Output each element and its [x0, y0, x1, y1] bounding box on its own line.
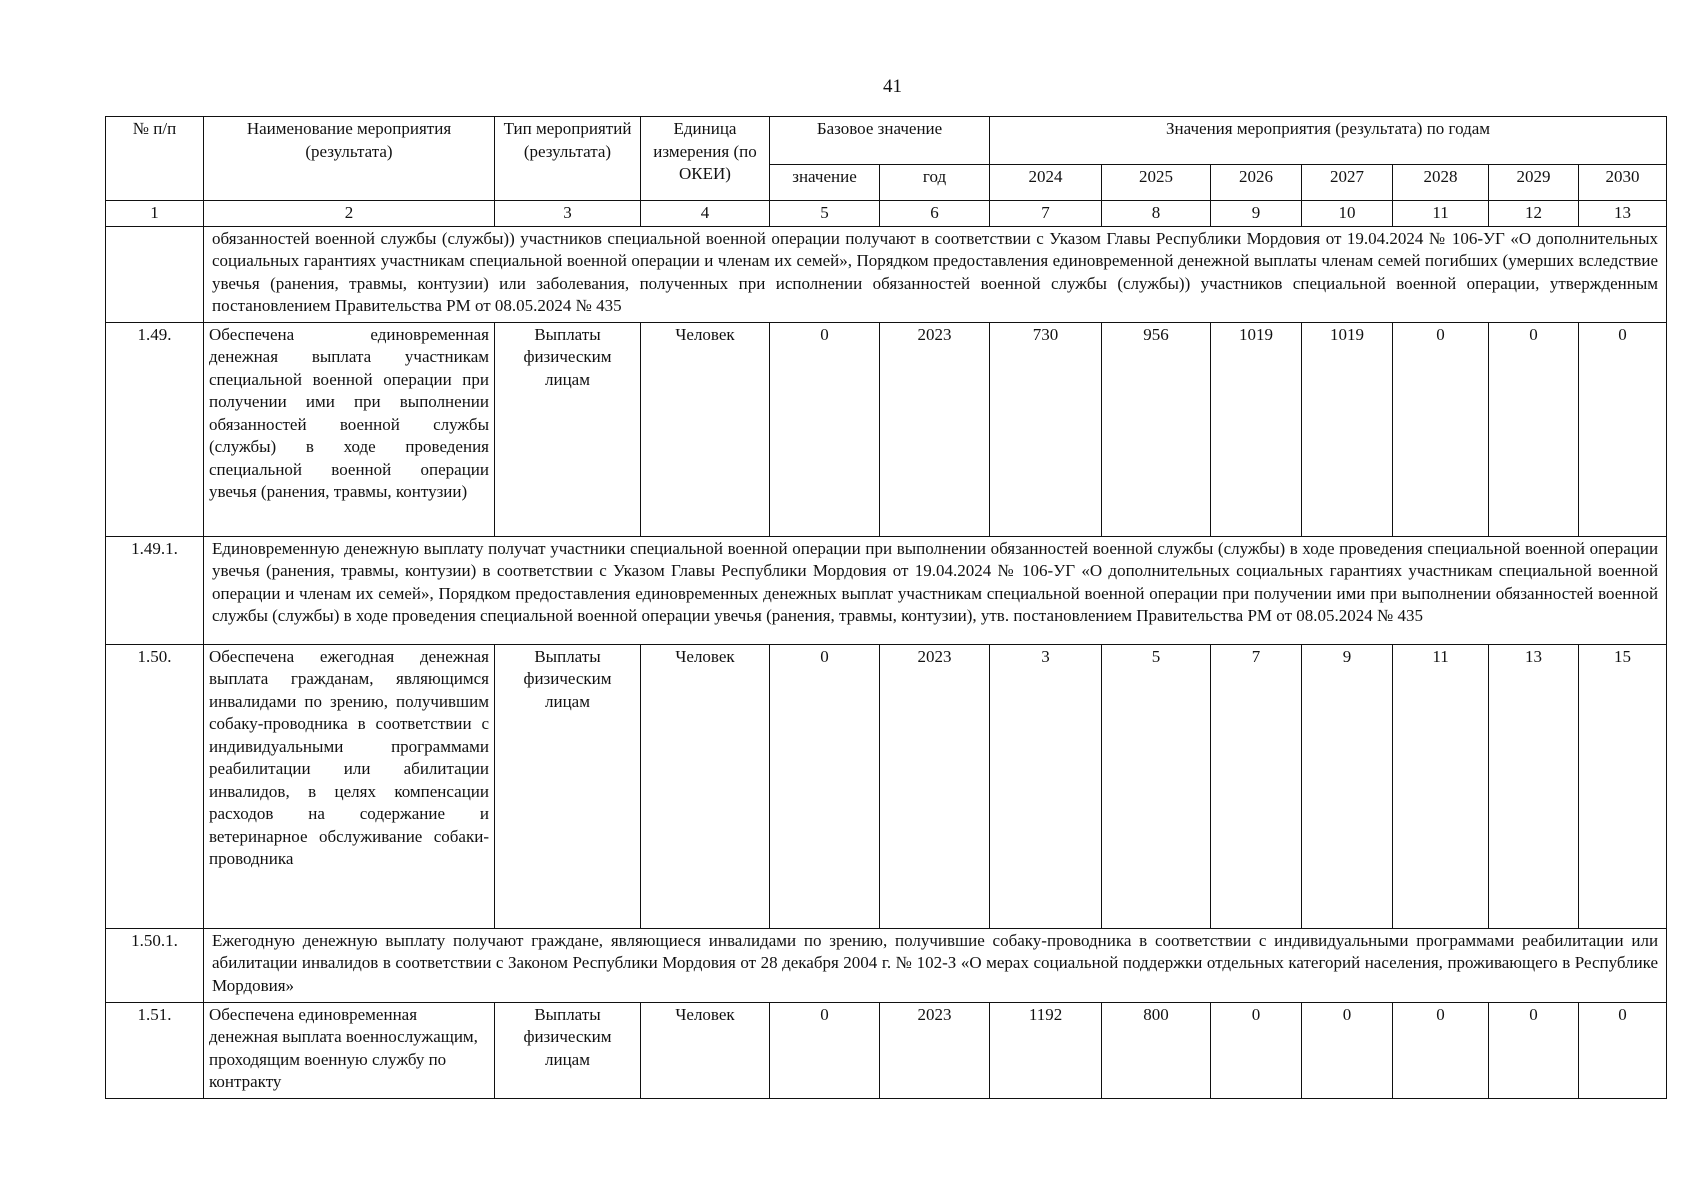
header-year: 2027	[1302, 165, 1393, 201]
row-base-year: 2023	[880, 644, 990, 928]
row-value: 3	[990, 644, 1102, 928]
column-number: 12	[1489, 201, 1579, 227]
column-number: 4	[641, 201, 770, 227]
header-type: Тип мероприятий (результата)	[495, 117, 641, 201]
row-value: 0	[1489, 322, 1579, 536]
header-year: 2026	[1211, 165, 1302, 201]
column-number: 7	[990, 201, 1102, 227]
row-value: 0	[1393, 322, 1489, 536]
table-row	[106, 322, 1667, 536]
row-base-value: 0	[770, 322, 880, 536]
row-name: Обеспечена единовременная денежная выплата участникам специальной военной операции при получении ими при выполнении обязанностей военной службы (службы) в ходе проведения специальной военной операции увечья (ранения, травмы, контузии)	[204, 322, 495, 536]
row-name: Обеспечена ежегодная денежная выплата гражданам, являющимся инвалидами по зрению, получившим собаку-проводника в соответствии с индивидуальными программами реабилитации или абилитации инвалидов, в целях компенсации расходов на содержание и ветеринарное обслуживание собаки-проводника	[204, 644, 495, 928]
row-base-year: 2023	[880, 322, 990, 536]
table-row	[106, 644, 1667, 928]
header-base-value: значение	[770, 165, 880, 201]
header-year: 2028	[1393, 165, 1489, 201]
column-number: 11	[1393, 201, 1489, 227]
header-num: № п/п	[106, 117, 204, 201]
row-base-value: 0	[770, 1002, 880, 1098]
row-value: 11	[1393, 644, 1489, 928]
header-year: 2029	[1489, 165, 1579, 201]
row-unit: Человек	[641, 1002, 770, 1098]
row-number: 1.50.1.	[106, 928, 204, 1002]
row-number	[106, 226, 204, 322]
row-unit: Человек	[641, 644, 770, 928]
header-year: 2024	[990, 165, 1102, 201]
row-name: Обеспечена единовременная денежная выплата военнослужащим, проходящим военную службу по контракту	[204, 1002, 495, 1098]
row-unit: Человек	[641, 322, 770, 536]
row-value: 1019	[1211, 322, 1302, 536]
column-number: 5	[770, 201, 880, 227]
row-description: Ежегодную денежную выплату получают граждане, являющиеся инвалидами по зрению, получившие собаку-проводника в соответствии с индивидуальными программами реабилитации или абилитации инвалидов в соответствии с Законом Республики Мордовия от 28 декабря 2004 г. № 102-З «О мерах социальной поддержки отдельных категорий населения, проживающего в Республике Мордовия»	[204, 928, 1667, 1002]
table-row	[106, 1002, 1667, 1098]
row-value: 15	[1579, 644, 1667, 928]
row-number: 1.51.	[106, 1002, 204, 1098]
row-value: 956	[1102, 322, 1211, 536]
column-number: 10	[1302, 201, 1393, 227]
row-value: 5	[1102, 644, 1211, 928]
column-number: 2	[204, 201, 495, 227]
row-description: обязанностей военной службы (службы)) участников специальной военной операции получают в соответствии с Указом Главы Республики Мордовия от 19.04.2024 № 106-УГ «О дополнительных социальных гарантиях участникам специальной военной операции и членам их семей», Порядком предоставления единовременной денежной выплаты членам семей погибших (умерших вследствие увечья (ранения, травмы, контузии) или заболевания, полученных при исполнении обязанностей военной службы (службы)) участников специальной военной операции, утвержденным постановлением Правительства РМ от 08.05.2024 № 435	[204, 226, 1667, 322]
row-value: 1019	[1302, 322, 1393, 536]
row-type: Выплаты физическим лицам	[495, 322, 641, 536]
row-value: 1192	[990, 1002, 1102, 1098]
header-name: Наименование мероприятия (результата)	[204, 117, 495, 201]
header-year: 2025	[1102, 165, 1211, 201]
column-number: 9	[1211, 201, 1302, 227]
table-row	[106, 536, 1667, 644]
measures-table	[105, 116, 1667, 1099]
row-value: 7	[1211, 644, 1302, 928]
row-value: 0	[1302, 1002, 1393, 1098]
row-value: 9	[1302, 644, 1393, 928]
row-number: 1.49.	[106, 322, 204, 536]
row-value: 0	[1393, 1002, 1489, 1098]
row-number: 1.49.1.	[106, 536, 204, 644]
header-unit: Единица измерения (по ОКЕИ)	[641, 117, 770, 201]
row-value: 13	[1489, 644, 1579, 928]
table-row	[106, 928, 1667, 1002]
row-value: 800	[1102, 1002, 1211, 1098]
header-years-title: Значения мероприятия (результата) по годам	[990, 117, 1667, 165]
row-base-year: 2023	[880, 1002, 990, 1098]
header-year: 2030	[1579, 165, 1667, 201]
table-row	[106, 226, 1667, 322]
column-number: 1	[106, 201, 204, 227]
column-number: 13	[1579, 201, 1667, 227]
column-number: 6	[880, 201, 990, 227]
row-value: 0	[1579, 1002, 1667, 1098]
page-number: 41	[883, 76, 902, 97]
row-number: 1.50.	[106, 644, 204, 928]
header-base: Базовое значение	[770, 117, 990, 165]
row-value: 0	[1489, 1002, 1579, 1098]
row-value: 0	[1211, 1002, 1302, 1098]
row-base-value: 0	[770, 644, 880, 928]
column-number: 3	[495, 201, 641, 227]
column-number: 8	[1102, 201, 1211, 227]
row-value: 730	[990, 322, 1102, 536]
row-type: Выплаты физическим лицам	[495, 644, 641, 928]
row-description: Единовременную денежную выплату получат участники специальной военной операции при выполнении обязанностей военной службы (службы) в ходе проведения специальной военной операции увечья (ранения, травмы, контузии) в соответствии с Указом Главы Республики Мордовия от 19.04.2024 № 106-УГ «О дополнительных социальных гарантиях участникам специальной военной операции и членам их семей», Порядком предоставления единовременных денежных выплат участникам специальной военной операции при получении ими при выполнении обязанностей военной службы (службы) в ходе проведения специальной военной операции увечья (ранения, травмы, контузии), утв. постановлением Правительства РМ от 08.05.2024 № 435	[204, 536, 1667, 644]
row-type: Выплаты физическим лицам	[495, 1002, 641, 1098]
header-base-year: год	[880, 165, 990, 201]
row-value: 0	[1579, 322, 1667, 536]
